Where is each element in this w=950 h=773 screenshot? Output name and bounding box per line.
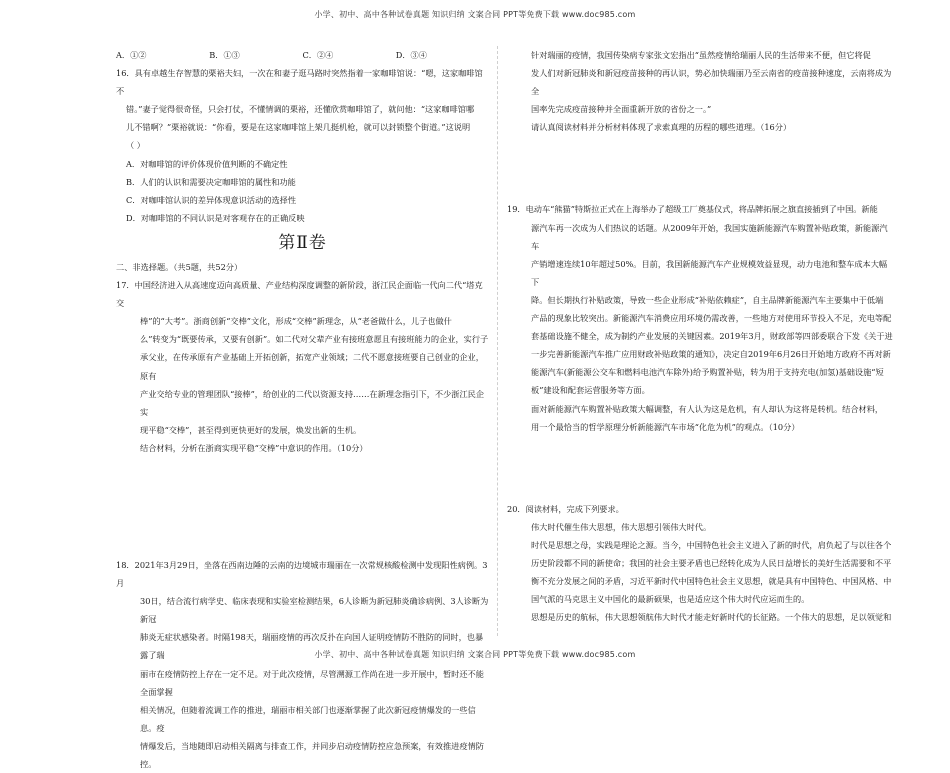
- q15-option-d: D．③④: [395, 50, 427, 60]
- q19-line: 板”建设和配套运营服务等方面。: [531, 385, 650, 396]
- answer-space: [116, 457, 489, 556]
- answer-space: [507, 136, 893, 200]
- q17-line: 么”转变为“既要传承，又要有创新”。如二代对父辈产业有接班意愿且有接班能力的企业，实行子: [140, 334, 489, 345]
- q18-line: 情爆发后，当地随即启动相关隔离与排查工作，并同步启动疫情防控应急预案，有效推进疫情防控。: [140, 740, 484, 769]
- q15-option-a: A．①②: [116, 50, 147, 60]
- q18-line: 相关情况，但随着流调工作的推进，瑞丽市相关部门也逐渐掌握了此次新冠疫情爆发的一些信息。疫: [140, 704, 476, 733]
- left-column: [116, 46, 489, 773]
- q19-line: 源汽车再一次成为人们热议的话题。从2009年开始，我国实施新能源汽车购置补贴政策，新能源汽车: [531, 222, 888, 251]
- q16-option-b: B．人们的认识和需要决定咖啡馆的属性和功能: [126, 176, 296, 187]
- q17-task: 结合材料，分析在浙商实现平稳“交棒”中意识的作用。（10分）: [140, 442, 368, 453]
- q19-analysis-line: 用一个最恰当的哲学原理分析新能源汽车市场“化危为机”的观点。（10分）: [531, 421, 800, 432]
- q20-line: 历史阶段都不同的新使命；我国的社会主要矛盾也已经转化成为人民日益增长的美好生活需要和不平: [531, 557, 892, 568]
- q18-task: 请认真阅读材料并分析材料体现了求索真理的历程的哪些道理。（16分）: [531, 122, 792, 133]
- q20-line: 思想是历史的航标，伟大思想领航伟大时代才能走好新时代的长征路。一个伟大的思想，足以领觉和: [531, 612, 892, 623]
- q20-line: 衡不充分发展之间的矛盾，习近平新时代中国特色社会主义思想，就是具有中国特色、中国风格、中: [531, 576, 892, 587]
- question-18: [116, 556, 489, 773]
- q18-cont-line: 针对瑞丽的疫情，我国传染病专家张文宏指出“虽然疫情给瑞丽人民的生活带来不便，但它将促: [531, 50, 871, 60]
- q16-option-d: D．对咖啡馆的不同认识是对客观存在的正确反映: [126, 212, 305, 223]
- q19-line: 19．电动车“熊猫”特斯拉正式在上海举办了超级工厂奠基仪式，将品牌拓展之旗直接插到了中国。新能: [507, 204, 878, 215]
- q15-options: [116, 46, 489, 64]
- q19-line: 产销增速连续10年超过50%。目前，我国新能源汽车产业规模效益显现，动力电池和整车成本大幅下: [531, 258, 888, 287]
- q17-line: 棒”的“大考”。浙商创新“交棒”文化，形成“交棒”新理念，从“老爸做什么，儿子也做什: [140, 316, 452, 327]
- q19-line: 能源汽车(新能源公交车和燃料电池汽车除外)给予购置补贴，转为用于支持充电(加氢)基础设施“短: [531, 367, 884, 378]
- q18-line: 肺炎无症状感染者。时隔198天，瑞丽疫情的再次反扑在向国人证明疫情防不胜防的同时，也暴露了瑞: [140, 632, 484, 661]
- q16-answer-blank: （ ）: [126, 140, 145, 151]
- question-19: [507, 200, 893, 435]
- q20-line: 伟大时代催生伟大思想，伟大思想引领伟大时代。: [531, 521, 712, 532]
- q15-option-b: B．①③: [209, 50, 240, 60]
- q16-line: 儿不错啊？”栗裕就说：“你看，要是在这家咖啡馆上架几挺机枪，就可以封锁整个街道。”这说明: [126, 122, 471, 133]
- question-17: [116, 276, 489, 457]
- column-divider: [497, 46, 498, 636]
- q19-line: 一步完善新能源汽车推广应用财政补贴政策的通知》，决定自2019年6月26日开始地方政府不再对新: [531, 349, 891, 360]
- q16-option-a: A．对咖啡馆的评价体现价值判断的不确定性: [126, 158, 288, 169]
- q17-line: 产业交给专业的管理团队“接棒”，给创业的二代以资源支持……在新理念指引下，不少浙江民企实: [140, 388, 485, 417]
- answer-space: [507, 436, 893, 500]
- q16-line: 16．具有卓越生存智慧的栗裕夫妇，一次在和妻子逛马路时突然指着一家咖啡馆说：“嗯，这家咖啡馆不: [116, 68, 483, 97]
- q17-line: 现平稳“交棒”，甚至得到更快更好的发展，焕发出新的生机。: [140, 424, 362, 435]
- question-16: [116, 64, 489, 227]
- part-heading: 二、非选择题。（共5题，共52分）: [116, 261, 243, 272]
- q18-cont-line: 发人们对新冠肺炎和新冠疫苗接种的再认识，势必加快瑞丽乃至云南省的疫苗接种速度，云南将成为全: [531, 68, 892, 97]
- q16-option-c: C．对咖啡馆认识的差异体现意识活动的选择性: [126, 194, 297, 205]
- right-column: [507, 46, 893, 626]
- q18-line: 18．2021年3月29日，坐落在西南边陲的云南的边境城市瑞丽在一次常规核酸检测中发现阳性病例。3月: [116, 559, 488, 589]
- q20-line: 国气派的马克思主义中国化的最新硕果，也是适应这个伟大时代应运而生的。: [531, 594, 810, 605]
- question-20: [507, 500, 893, 627]
- q19-line: 产品的现象比较突出。新能源汽车消费应用环境仍需改善，一些地方对使用环节投入不足，充电等配: [531, 313, 892, 324]
- section-title: 第Ⅱ卷: [278, 232, 327, 253]
- q17-line: 17．中国经济进入从高速度迈向高质量、产业结构深度调整的新阶段，浙江民企面临一代向二代“塔克交: [116, 280, 483, 309]
- q19-line: 套基础设施不健全，成为制约产业发展的关键因素。2019年3月，财政部等四部委联合下发《关于进: [531, 331, 893, 342]
- page-footer: 小学、初中、高中各种试卷真题 知识归纳 文案合同 PPT等免费下载 www.doc985.com: [314, 650, 636, 659]
- q18-cont-line: 国率先完成疫苗接种并全面重新开放的省份之一。”: [531, 104, 712, 115]
- q19-line: 降。但长期执行补贴政策，导致一些企业形成“补贴依赖症”，自主品牌新能源汽车主要集中于低端: [531, 294, 884, 305]
- q16-line: 错。”妻子觉得很奇怪，只会打仗，不懂情调的栗裕，还懂欣赏咖啡馆了，就问他：“这家咖啡馆哪: [126, 104, 475, 115]
- q17-line: 承父业，在传承原有产业基础上开拓创新，拓宽产业领域；二代不愿意接班要自己创业的企业，原有: [140, 352, 484, 381]
- q19-analysis-line: 面对新能源汽车购置补贴政策大幅调整，有人认为这是危机，有人却认为这将是转机。结合材料，: [531, 403, 884, 414]
- page-header: 小学、初中、高中各种试卷真题 知识归纳 文案合同 PPT等免费下载 www.doc985.com: [314, 10, 636, 19]
- q20-line: 时代是思想之母，实践是理论之源。当今，中国特色社会主义进入了新的时代，肩负起了与以往各个: [531, 539, 892, 550]
- q18-line: 30日，结合流行病学史、临床表现和实验室检测结果，6人诊断为新冠肺炎确诊病例、3人诊断为新冠: [140, 596, 489, 625]
- q18-line: 丽市在疫情防控上存在一定不足。对于此次疫情，尽管溯源工作尚在进一步开展中，暂时还不能全面掌握: [140, 668, 484, 697]
- q20-heading: 20．阅读材料，完成下列要求。: [507, 503, 624, 514]
- q15-option-c: C．②④: [302, 50, 334, 60]
- question-18-continued: [507, 46, 893, 136]
